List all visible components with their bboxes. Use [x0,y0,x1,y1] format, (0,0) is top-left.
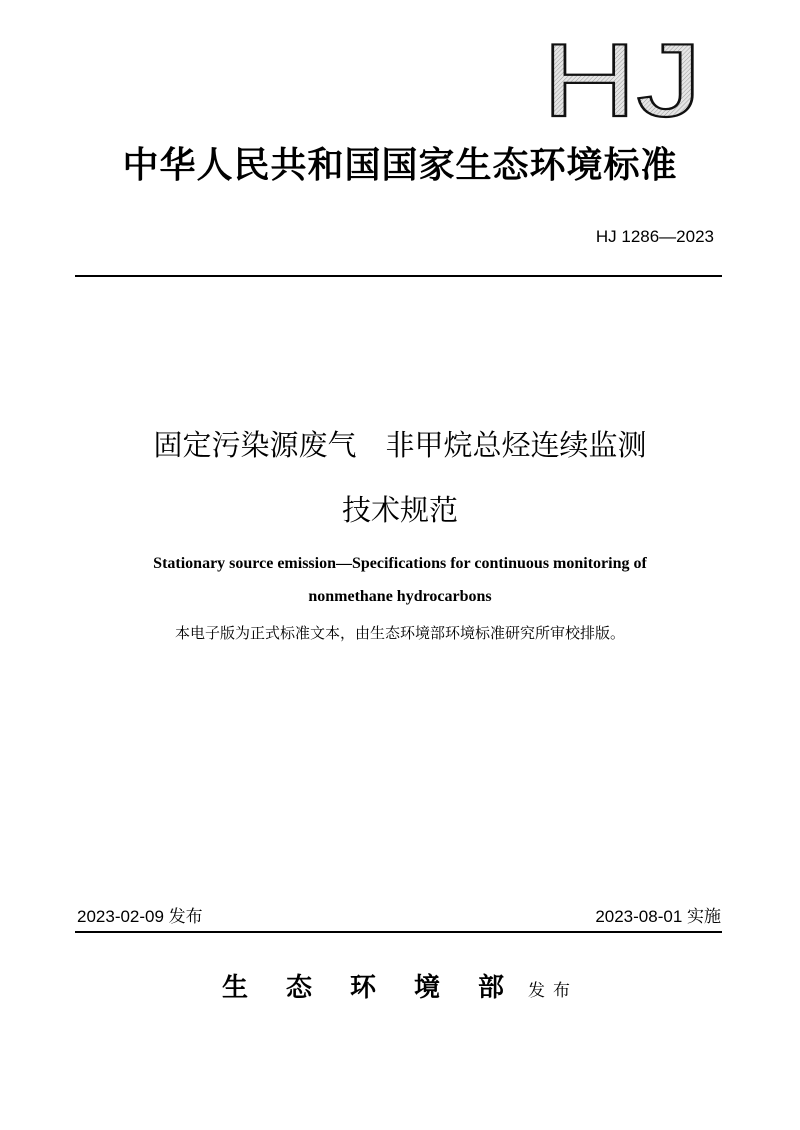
document-title-line1: 固定污染源废气 非甲烷总烃连续监测 [153,428,647,462]
bottom-divider [75,931,722,933]
standard-category-title: 中华人民共和国国家生态环境标准 [122,144,678,186]
english-title-line2: nonmethane hydrocarbons [308,588,492,605]
hj-logo [540,36,705,122]
publisher-name: 生态环境部 [221,973,542,1003]
issue-date: 2023-02-09 发布 [77,907,203,926]
english-title-line1: Stationary source emission—Specifications for continuous monitoring of [153,555,647,572]
top-divider [75,275,722,277]
standard-number: HJ 1286—2023 [595,227,714,246]
publisher-line [0,970,800,1009]
electronic-version-note: 本电子版为正式标准文本，由生态环境部环境标准研究所审校排版。 [174,624,625,642]
implementation-date: 2023-08-01 实施 [595,907,721,926]
publisher-action: 发布 [528,981,578,1001]
hj-logo-letters: HJ [542,36,702,122]
document-title-line2: 技术规范 [341,493,458,527]
hj-logo-graphic [540,36,705,122]
